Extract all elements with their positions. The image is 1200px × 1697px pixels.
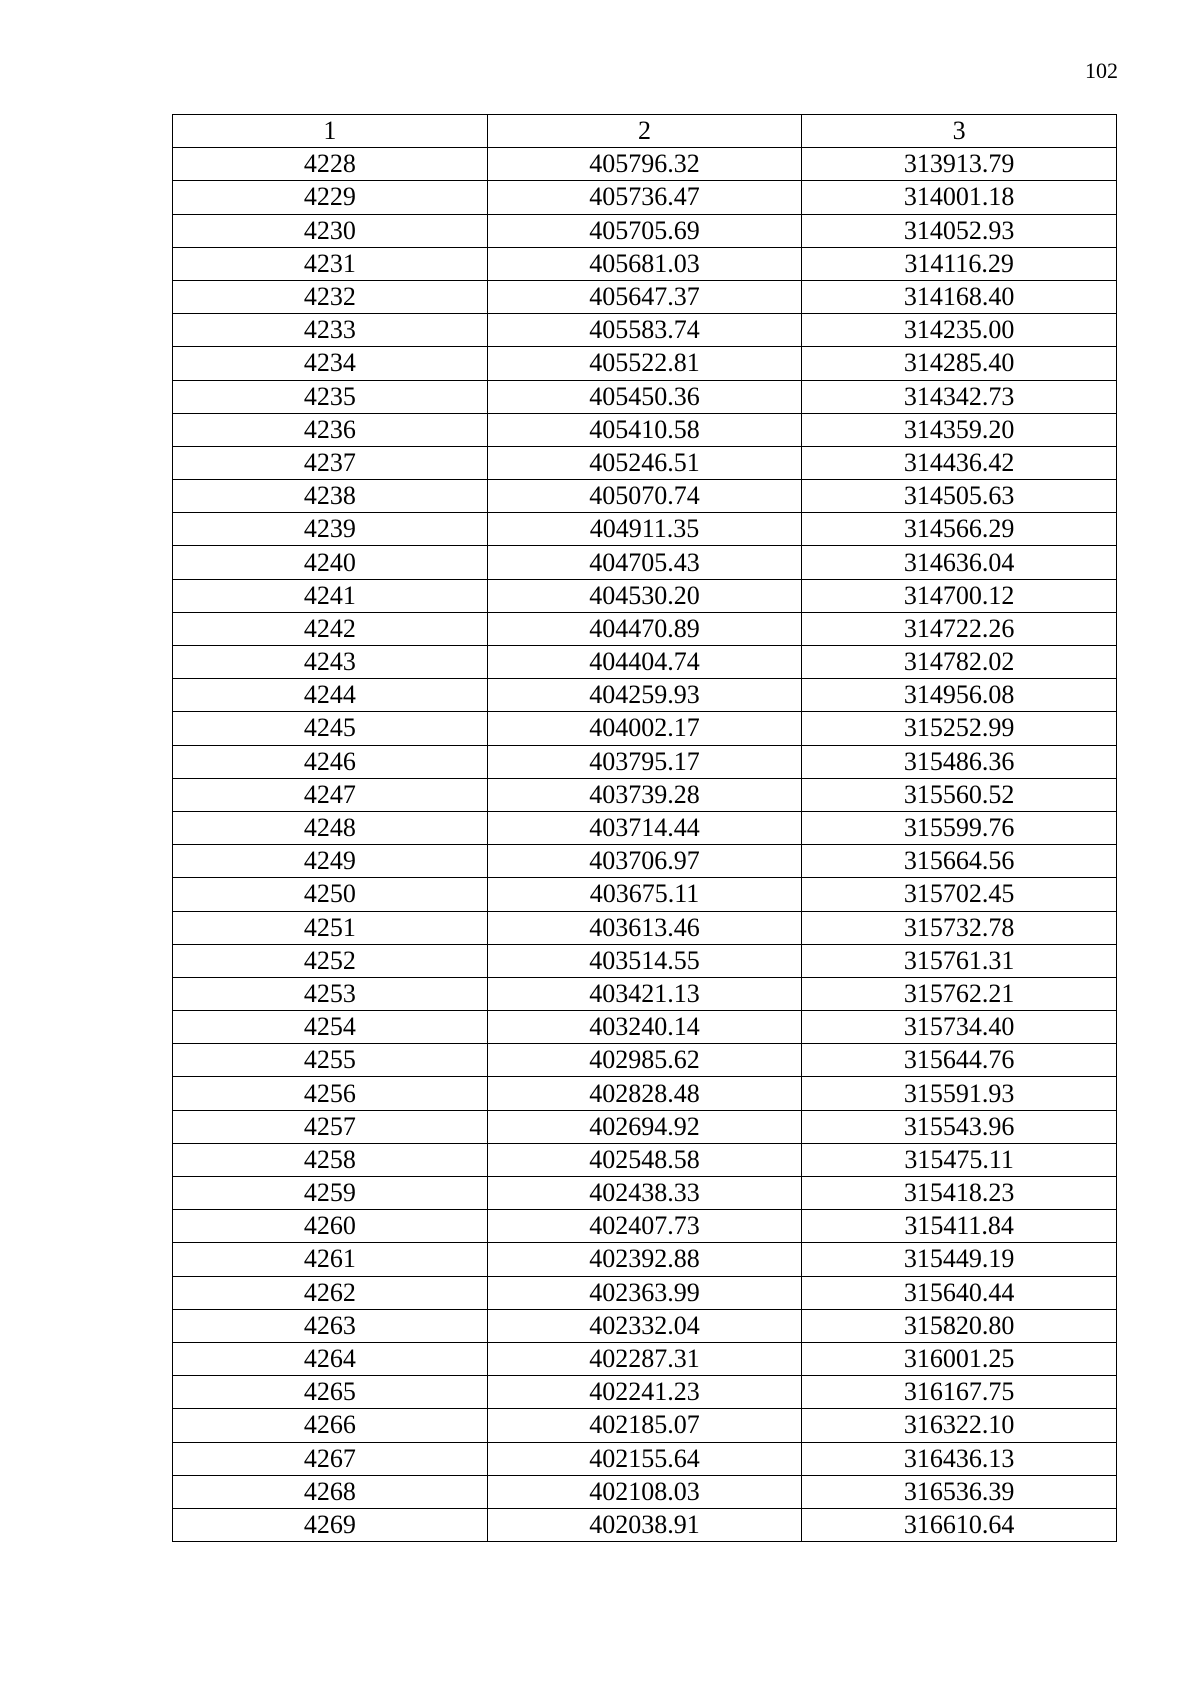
table-row — [173, 214, 1117, 247]
table-row — [173, 1442, 1117, 1475]
table-cell-col-3: 314342.73 — [802, 380, 1117, 413]
table-cell-col-2: 405583.74 — [487, 314, 802, 347]
table-cell-col-1: 4255 — [173, 1044, 488, 1077]
table-row — [173, 1077, 1117, 1110]
table-row — [173, 911, 1117, 944]
table-cell-col-1: 4230 — [173, 214, 488, 247]
table-cell-col-2: 402155.64 — [487, 1442, 802, 1475]
table-cell-col-1: 4268 — [173, 1475, 488, 1508]
table-cell-col-2: 403613.46 — [487, 911, 802, 944]
table-cell-col-1: 4246 — [173, 745, 488, 778]
table-cell-col-2: 402694.92 — [487, 1110, 802, 1143]
table-cell-col-3: 315560.52 — [802, 778, 1117, 811]
table-cell-col-1: 4238 — [173, 480, 488, 513]
table-cell-col-3: 315734.40 — [802, 1011, 1117, 1044]
table-cell-col-3: 315599.76 — [802, 811, 1117, 844]
table-row — [173, 1309, 1117, 1342]
table-cell-col-1: 4249 — [173, 845, 488, 878]
table-cell-col-1: 4240 — [173, 546, 488, 579]
table-cell-col-2: 403675.11 — [487, 878, 802, 911]
table-row — [173, 579, 1117, 612]
table-cell-col-2: 403739.28 — [487, 778, 802, 811]
table-cell-col-2: 404470.89 — [487, 612, 802, 645]
table-cell-col-2: 405736.47 — [487, 181, 802, 214]
table-cell-col-3: 316001.25 — [802, 1342, 1117, 1375]
table-cell-col-2: 403714.44 — [487, 811, 802, 844]
table-cell-col-1: 4250 — [173, 878, 488, 911]
table-cell-col-3: 315591.93 — [802, 1077, 1117, 1110]
table-cell-col-1: 4235 — [173, 380, 488, 413]
table-cell-col-2: 402287.31 — [487, 1342, 802, 1375]
table-cell-col-2: 402407.73 — [487, 1210, 802, 1243]
table-row — [173, 1011, 1117, 1044]
table-row — [173, 712, 1117, 745]
table-row — [173, 977, 1117, 1010]
table-row — [173, 1376, 1117, 1409]
table-row — [173, 646, 1117, 679]
table-cell-col-2: 402828.48 — [487, 1077, 802, 1110]
table-cell-col-2: 404705.43 — [487, 546, 802, 579]
coordinates-table-container — [172, 114, 1117, 1542]
table-cell-col-1: 4263 — [173, 1309, 488, 1342]
table-cell-col-1: 4239 — [173, 513, 488, 546]
table-cell-col-2: 402108.03 — [487, 1475, 802, 1508]
table-cell-col-3: 315252.99 — [802, 712, 1117, 745]
table-row — [173, 446, 1117, 479]
table-cell-col-3: 315702.45 — [802, 878, 1117, 911]
table-cell-col-3: 315640.44 — [802, 1276, 1117, 1309]
table-cell-col-1: 4262 — [173, 1276, 488, 1309]
table-cell-col-2: 405796.32 — [487, 148, 802, 181]
table-cell-col-2: 404002.17 — [487, 712, 802, 745]
table-row — [173, 480, 1117, 513]
table-cell-col-1: 4245 — [173, 712, 488, 745]
table-cell-col-2: 405705.69 — [487, 214, 802, 247]
table-cell-col-2: 402438.33 — [487, 1177, 802, 1210]
table-cell-col-3: 314285.40 — [802, 347, 1117, 380]
table-cell-col-3: 314956.08 — [802, 679, 1117, 712]
table-cell-col-3: 315644.76 — [802, 1044, 1117, 1077]
table-cell-col-3: 314700.12 — [802, 579, 1117, 612]
table-cell-col-1: 4266 — [173, 1409, 488, 1442]
table-row — [173, 1143, 1117, 1176]
table-cell-col-1: 4259 — [173, 1177, 488, 1210]
page-number: 102 — [1085, 58, 1118, 83]
table-cell-col-2: 403706.97 — [487, 845, 802, 878]
table-cell-col-3: 316322.10 — [802, 1409, 1117, 1442]
table-row — [173, 247, 1117, 280]
table-cell-col-3: 314436.42 — [802, 446, 1117, 479]
table-row — [173, 1243, 1117, 1276]
table-cell-col-3: 315486.36 — [802, 745, 1117, 778]
table-row — [173, 1409, 1117, 1442]
table-row — [173, 280, 1117, 313]
table-row — [173, 148, 1117, 181]
table-cell-col-1: 4261 — [173, 1243, 488, 1276]
table-row — [173, 314, 1117, 347]
table-row — [173, 546, 1117, 579]
header-cell-3: 3 — [802, 115, 1117, 148]
table-cell-col-1: 4253 — [173, 977, 488, 1010]
table-cell-col-2: 405681.03 — [487, 247, 802, 280]
table-cell-col-1: 4244 — [173, 679, 488, 712]
table-cell-col-1: 4265 — [173, 1376, 488, 1409]
table-row — [173, 1475, 1117, 1508]
table-cell-col-3: 315820.80 — [802, 1309, 1117, 1342]
table-cell-col-1: 4237 — [173, 446, 488, 479]
table-cell-col-2: 404911.35 — [487, 513, 802, 546]
table-cell-col-1: 4257 — [173, 1110, 488, 1143]
table-cell-col-2: 405450.36 — [487, 380, 802, 413]
table-cell-col-2: 405647.37 — [487, 280, 802, 313]
table-cell-col-3: 315664.56 — [802, 845, 1117, 878]
table-row — [173, 944, 1117, 977]
table-cell-col-3: 316167.75 — [802, 1376, 1117, 1409]
table-cell-col-2: 402363.99 — [487, 1276, 802, 1309]
table-cell-col-2: 403514.55 — [487, 944, 802, 977]
table-cell-col-2: 405070.74 — [487, 480, 802, 513]
table-cell-col-3: 316436.13 — [802, 1442, 1117, 1475]
table-row — [173, 811, 1117, 844]
table-row — [173, 1508, 1117, 1541]
table-row — [173, 1177, 1117, 1210]
table-cell-col-3: 315762.21 — [802, 977, 1117, 1010]
table-body — [173, 148, 1117, 1542]
table-cell-col-2: 403421.13 — [487, 977, 802, 1010]
table-cell-col-3: 316610.64 — [802, 1508, 1117, 1541]
table-cell-col-3: 314168.40 — [802, 280, 1117, 313]
table-row — [173, 513, 1117, 546]
table-cell-col-2: 402985.62 — [487, 1044, 802, 1077]
table-cell-col-1: 4260 — [173, 1210, 488, 1243]
table-cell-col-1: 4242 — [173, 612, 488, 645]
header-cell-1: 1 — [173, 115, 488, 148]
table-row — [173, 1210, 1117, 1243]
table-cell-col-2: 402332.04 — [487, 1309, 802, 1342]
table-row — [173, 181, 1117, 214]
table-cell-col-1: 4248 — [173, 811, 488, 844]
table-cell-col-2: 404259.93 — [487, 679, 802, 712]
table-row — [173, 745, 1117, 778]
table-row — [173, 380, 1117, 413]
table-cell-col-3: 315411.84 — [802, 1210, 1117, 1243]
table-cell-col-1: 4243 — [173, 646, 488, 679]
header-cell-2: 2 — [487, 115, 802, 148]
table-cell-col-2: 402241.23 — [487, 1376, 802, 1409]
coordinates-table — [172, 114, 1117, 1542]
table-row — [173, 1342, 1117, 1375]
table-cell-col-2: 405522.81 — [487, 347, 802, 380]
table-cell-col-2: 403240.14 — [487, 1011, 802, 1044]
table-cell-col-1: 4229 — [173, 181, 488, 214]
table-cell-col-1: 4232 — [173, 280, 488, 313]
table-cell-col-2: 402185.07 — [487, 1409, 802, 1442]
table-cell-col-3: 316536.39 — [802, 1475, 1117, 1508]
table-cell-col-1: 4241 — [173, 579, 488, 612]
table-cell-col-3: 314116.29 — [802, 247, 1117, 280]
table-cell-col-3: 314566.29 — [802, 513, 1117, 546]
table-cell-col-1: 4264 — [173, 1342, 488, 1375]
table-cell-col-2: 403795.17 — [487, 745, 802, 778]
table-cell-col-2: 402548.58 — [487, 1143, 802, 1176]
table-cell-col-3: 314359.20 — [802, 413, 1117, 446]
table-header — [173, 115, 1117, 148]
table-cell-col-3: 314636.04 — [802, 546, 1117, 579]
table-row — [173, 679, 1117, 712]
table-row — [173, 347, 1117, 380]
table-cell-col-1: 4247 — [173, 778, 488, 811]
table-cell-col-2: 402392.88 — [487, 1243, 802, 1276]
table-cell-col-1: 4234 — [173, 347, 488, 380]
table-cell-col-3: 314722.26 — [802, 612, 1117, 645]
table-cell-col-1: 4254 — [173, 1011, 488, 1044]
table-cell-col-3: 314505.63 — [802, 480, 1117, 513]
table-cell-col-3: 315543.96 — [802, 1110, 1117, 1143]
table-cell-col-3: 315418.23 — [802, 1177, 1117, 1210]
table-row — [173, 413, 1117, 446]
table-cell-col-3: 315449.19 — [802, 1243, 1117, 1276]
table-cell-col-1: 4258 — [173, 1143, 488, 1176]
table-cell-col-3: 315475.11 — [802, 1143, 1117, 1176]
table-cell-col-3: 314052.93 — [802, 214, 1117, 247]
table-cell-col-3: 313913.79 — [802, 148, 1117, 181]
table-row — [173, 845, 1117, 878]
table-cell-col-1: 4233 — [173, 314, 488, 347]
table-row — [173, 878, 1117, 911]
table-row — [173, 1276, 1117, 1309]
table-cell-col-1: 4236 — [173, 413, 488, 446]
table-cell-col-3: 315761.31 — [802, 944, 1117, 977]
table-cell-col-3: 314782.02 — [802, 646, 1117, 679]
table-cell-col-1: 4269 — [173, 1508, 488, 1541]
table-row — [173, 612, 1117, 645]
table-cell-col-1: 4267 — [173, 1442, 488, 1475]
table-cell-col-3: 314001.18 — [802, 181, 1117, 214]
table-row — [173, 1110, 1117, 1143]
table-cell-col-1: 4251 — [173, 911, 488, 944]
table-cell-col-1: 4231 — [173, 247, 488, 280]
table-cell-col-1: 4252 — [173, 944, 488, 977]
table-cell-col-2: 405410.58 — [487, 413, 802, 446]
table-cell-col-3: 314235.00 — [802, 314, 1117, 347]
table-cell-col-1: 4256 — [173, 1077, 488, 1110]
table-cell-col-1: 4228 — [173, 148, 488, 181]
table-cell-col-3: 315732.78 — [802, 911, 1117, 944]
table-row — [173, 778, 1117, 811]
table-cell-col-2: 405246.51 — [487, 446, 802, 479]
table-cell-col-2: 404404.74 — [487, 646, 802, 679]
table-row — [173, 1044, 1117, 1077]
header-row — [173, 115, 1117, 148]
table-cell-col-2: 402038.91 — [487, 1508, 802, 1541]
table-cell-col-2: 404530.20 — [487, 579, 802, 612]
